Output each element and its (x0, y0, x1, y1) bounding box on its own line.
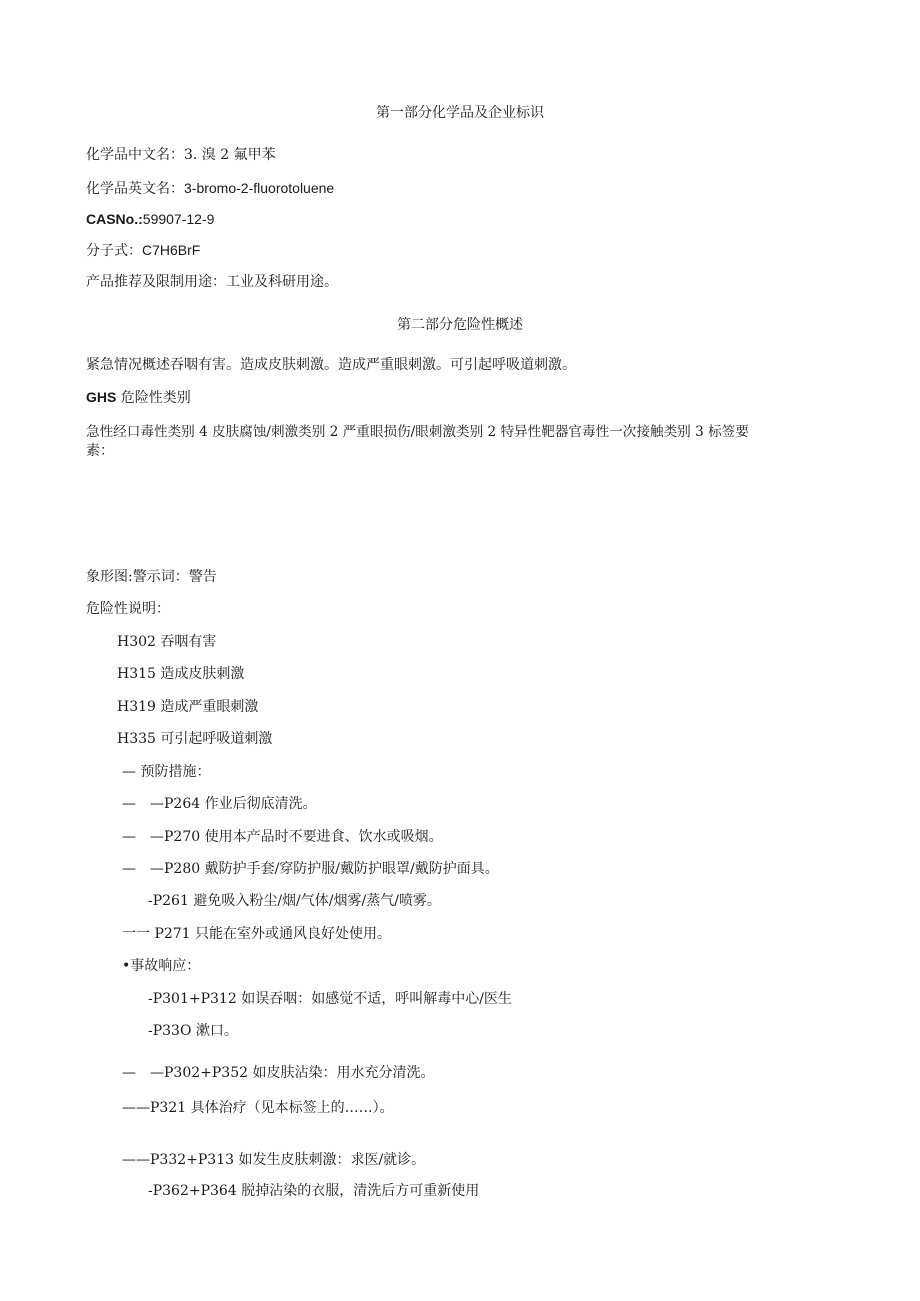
cn-name-line (86, 146, 276, 164)
ghs-title: 危险性类别 (120, 390, 191, 406)
prevention-item: — —P280 戴防护手套/穿防护服/戴防护眼罩/戴防护面具。 (122, 861, 499, 877)
cas-label: CASNo.: (86, 211, 143, 227)
response-item: ——P321 具体治疗（见本标签上的……）。 (122, 1100, 394, 1116)
en-name-label: 化学品英文名： (86, 181, 184, 197)
response-item: — —P302+P352 如皮肤沾染：用水充分清洗。 (122, 1065, 435, 1081)
ghs-heading (86, 388, 191, 407)
cn-name-value: 3. 溴 2 氟甲苯 (184, 147, 276, 163)
response-item: ——P332+P313 如发生皮肤刺激：求医/就诊。 (122, 1152, 426, 1168)
prevention-item: — —P264 作业后彻底清洗。 (122, 796, 317, 812)
cn-name-label: 化学品中文名： (86, 147, 184, 163)
hazard-statement: H335 可引起呼吸道刺激 (117, 731, 273, 747)
en-name-line (86, 179, 334, 198)
pictogram-signal-word: 象形图:警示词：警告 (86, 569, 217, 585)
hazard-statement: H302 吞咽有害 (117, 634, 217, 650)
cas-value: 59907-12-9 (142, 211, 215, 227)
ghs-classification-line1: 急性经口毒性类别 4 皮肤腐蚀/刺激类别 2 严重眼损伤/眼刺激类别 2 特异性靶器官毒性一次接触类别 3 标签要 (86, 424, 749, 440)
response-label: •事故响应： (122, 958, 201, 974)
prevention-item: 一一 P271 只能在室外或通风良好处使用。 (122, 926, 392, 942)
formula-value: C7H6BrF (142, 242, 201, 258)
formula-line (86, 241, 200, 260)
prevention-item: — —P270 使用本产品时不要进食、饮水或吸烟。 (122, 829, 443, 845)
emergency-overview: 紧急情况概述吞咽有害。造成皮肤刺激。造成严重眼刺激。可引起呼吸道刺激。 (86, 357, 576, 373)
hazard-statement: H315 造成皮肤刺激 (117, 666, 245, 682)
ghs-label: GHS (86, 389, 117, 405)
response-item: -P362+P364 脱掉沾染的衣服，清洗后方可重新使用 (148, 1183, 480, 1199)
en-name-value: 3-bromo-2-fluorotoluene (184, 180, 335, 196)
prevention-item: -P261 避免吸入粉尘/烟/气体/烟雾/蒸气/喷雾。 (148, 893, 441, 909)
product-use: 产品推荐及限制用途：工业及科研用途。 (86, 274, 338, 290)
part2-heading: 第二部分危险性概述 (397, 317, 523, 333)
response-item: -P33O 漱口。 (148, 1023, 238, 1039)
formula-label: 分子式： (86, 243, 142, 259)
response-item: -P301+P312 如误吞咽：如感觉不适，呼叫解毒中心/医生 (148, 991, 512, 1007)
part1-heading: 第一部分化学品及企业标识 (376, 105, 544, 121)
hazard-statement: H319 造成严重眼刺激 (117, 699, 259, 715)
hazard-statements-label: 危险性说明： (86, 601, 170, 617)
ghs-classification-line2: 素： (86, 443, 114, 459)
cas-line (86, 210, 214, 228)
prevention-label: — 预防措施： (122, 764, 211, 780)
